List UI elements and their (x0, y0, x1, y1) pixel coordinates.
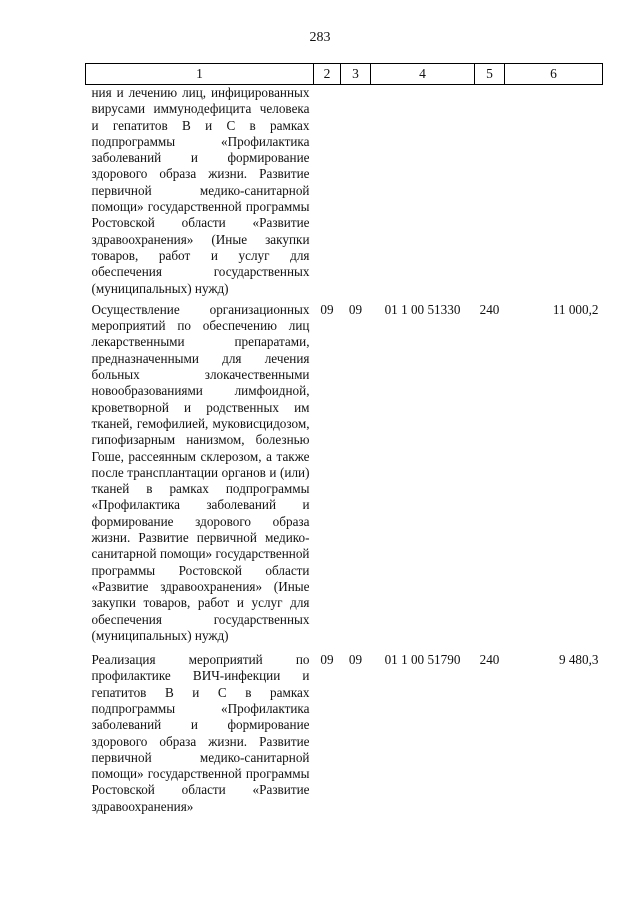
row-amount: 9 480,3 (558, 652, 599, 668)
table-row (86, 297, 603, 644)
page-number: 283 (309, 30, 331, 45)
row-expense-type: 240 (479, 652, 500, 668)
row-amount: 11 000,2 (552, 301, 599, 317)
column-header-5: 5 (475, 64, 505, 85)
row-subsection: 09 (348, 652, 363, 668)
row-target-article: 01 1 00 51330 (384, 301, 461, 317)
row-section (314, 85, 341, 297)
row-subsection: 09 (348, 301, 363, 317)
row-subsection (341, 85, 371, 297)
row-expense-type (475, 85, 505, 297)
row-target-article: 01 1 00 51790 (384, 652, 461, 668)
row-section: 09 (320, 652, 334, 668)
table-header (86, 64, 603, 85)
column-header-4: 4 (371, 64, 475, 85)
column-header-6: 6 (505, 64, 603, 85)
column-header-2: 2 (314, 64, 341, 85)
row-description: ния и лечению лиц, инфицированных вирусами иммунодефицита человека и гепатитов В и С в рамках подпрограммы «Профилактика заболеваний и формирование здорового образа жизни. Развитие первичной медико-санитарной помощи» государственной программы Ростовской области «Развитие здравоохранения» (Иные закупки товаров, работ и услуг для обеспечения государственных (муниципальных) нужд) (91, 85, 310, 296)
budget-table (85, 63, 603, 815)
row-description: Реализация мероприятий по профилактике ВИЧ-инфекции и гепатитов В и С в рамках подпрограммы «Профилактика заболеваний и формирование здорового образа жизни. Развитие первичной медико-санитарной помощи» государственной программы Ростовской области «Развитие здравоохранения» (91, 652, 310, 814)
column-header-3: 3 (341, 64, 371, 85)
row-target-article (371, 85, 475, 297)
row-expense-type: 240 (479, 301, 500, 317)
table-row (86, 85, 603, 297)
row-amount (505, 85, 603, 297)
column-header-1: 1 (86, 64, 314, 85)
row-description: Осуществление организационных мероприятий по обеспечению лиц лекарственными препаратами, предназначенными для лечения больных злокачественными новообразованиями лимфоидной, кроветворной и родственных им тканей, гемофилией, муковисцидозом, гипофизарным нанизмом, болезнью Гоше, рассеянным склерозом, а также после трансплантации органов и (или) тканей в рамках подпрограммы «Профилактика заболеваний и формирование здорового образа жизни. Развитие первичной медико-санитарной помощи» государственной программы Ростовской области «Развитие здравоохранения» (Иные закупки товаров, работ и услуг для обеспечения государственных (муниципальных) нужд) (91, 301, 310, 643)
table-row (86, 644, 603, 815)
row-section: 09 (320, 301, 334, 317)
